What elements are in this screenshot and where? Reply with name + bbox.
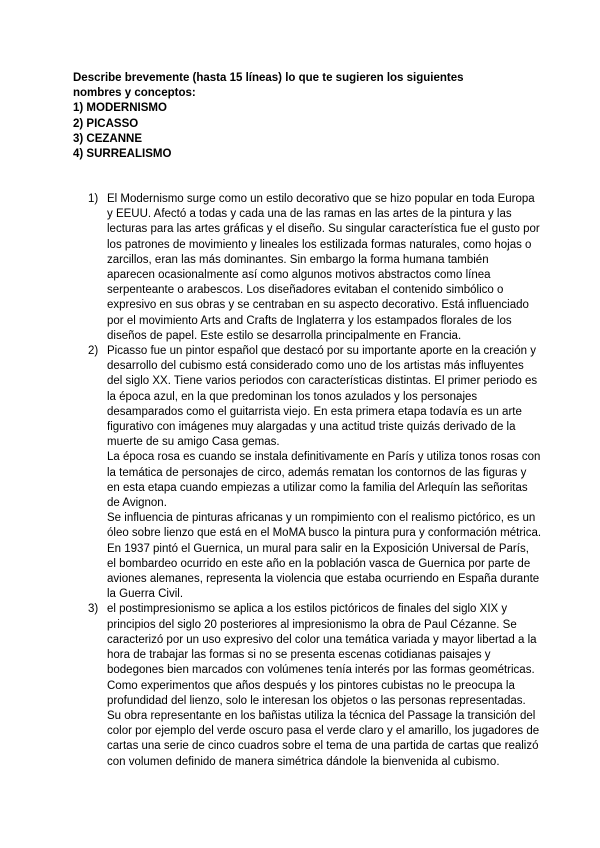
answer-line: el bombardeo ocurrido en este año en la población vasca de Guernica por parte de: [107, 557, 531, 570]
answer-line: caracterizó por un uso expresivo del color una temática variada y mayor libertad a la: [107, 633, 537, 646]
answer-line: color por ejemplo del verde oscuro pasa el verde claro y el amarillo, los jugadores de: [107, 725, 540, 738]
answer-line: Como experimentos que años después y los pintores cubistas no le preocupa la: [107, 679, 515, 692]
answer-line: la época azul, en la que predominan los tonos azulados y los personajes: [107, 390, 478, 403]
answer-line: zarcillos, eran las más dominantes. Sin embargo la forma humana también: [107, 253, 489, 266]
answer-line: diseños de papel. Este estilo se desarrolla principalmente en Francia.: [107, 329, 462, 342]
answer-number: 3): [88, 603, 99, 616]
answer-line: principios del siglo 20 posteriores al impresionismo la obra de Paul Cézanne. Se: [107, 618, 517, 631]
answer-line: óleo sobre lienzo que está en el MoMA busco la pintura pura y conformación métrica.: [107, 527, 542, 540]
answer-line: desarrollo del cubismo está considerado como uno de los artistas más influyentes: [107, 360, 524, 373]
answer-line: la temática de personajes de circo, además rematan los contornos de las figuras y: [107, 466, 527, 479]
prompt-line: 3) CEZANNE: [73, 132, 143, 145]
answer-line: profundidad del lienzo, solo le interesan los objetos o las personas representadas.: [107, 694, 526, 707]
answer-modernismo: [88, 192, 544, 344]
prompt-line: Describe brevemente (hasta 15 líneas) lo que te sugieren los siguientes: [73, 72, 464, 84]
prompt-line: nombres y conceptos:: [73, 87, 196, 100]
answer-line: en esta etapa cuando empiezas a utilizar como la familia del Arlequín las señoritas: [107, 481, 528, 494]
answer-line: expresivo en sus obras y se centraban en su aspecto decorativo. Está influenciado: [107, 299, 529, 312]
answer-line: El Modernismo surge como un estilo decorativo que se hizo popular en toda Europa: [107, 193, 535, 205]
answer-line: y EEUU. Afectó a todas y cada una de las ramas en las artes de la pintura y las: [107, 208, 512, 221]
answer-line: aparecen ocasionalmente así como algunos motivos abstractos como línea: [107, 269, 491, 282]
answer-line: aviones alemanes, representa la violencia que estaba ocurriendo en España durante: [107, 573, 540, 586]
answer-line: lecturas para las artes gráficas y el diseño. Su singular característica fue el gusto por: [107, 223, 540, 236]
answer-line: con volumen definido de manera simétrica dándole la bienvenida al cubismo.: [107, 755, 500, 768]
prompt-line: 4) SURREALISMO: [73, 148, 172, 161]
answer-line: los patrones de movimiento y lineales los estilizada formas naturales, como hojas o: [107, 238, 532, 251]
answer-line: Se influencia de pinturas africanas y un rompimiento con el realismo pictórico, es un: [107, 512, 536, 525]
answer-line: muerte de su amigo Casa gemas.: [107, 436, 280, 449]
answer-picasso: [88, 344, 544, 602]
answer-number: 2): [88, 345, 99, 358]
answer-line: figurativo con imágenes muy alargadas y una actitud triste quizás derivado de la: [107, 421, 516, 434]
question-prompt: [73, 71, 493, 162]
answer-line: del siglo XX. Tiene varios periodos con características distintas. El primer periodo es: [107, 375, 538, 388]
answer-line: Su obra representante en los bañistas utiliza la técnica del Passage la transición del: [107, 709, 536, 722]
answer-line: Picasso fue un pintor español que destacó por su importante aporte en la creación y: [107, 345, 536, 358]
answer-line: el postimpresionismo se aplica a los estilos pictóricos de finales del siglo XIX y: [107, 603, 508, 616]
answer-line: bodegones bien marcados con volúmenes tenía interés por las formas geométricas.: [107, 664, 535, 677]
answer-line: por el movimiento Arts and Crafts de Inglaterra y los estampados florales de los: [107, 314, 512, 327]
answer-line: La época rosa es cuando se instala definitivamente en París y utiliza tonos rosas con: [107, 451, 541, 464]
answer-line: serpenteante o arabescos. Los diseñadores evitaban el contenido simbólico o: [107, 284, 504, 297]
prompt-line: 2) PICASSO: [73, 117, 139, 130]
answer-line: de Avignon.: [107, 497, 167, 510]
answer-line: En 1937 pintó el Guernica, un mural para salir en la Exposición Universal de París,: [107, 542, 529, 555]
answer-line: cartas una serie de cinco cuadros sobre el tema de una partida de cartas que realizó: [107, 740, 539, 753]
answer-number: 1): [88, 193, 99, 205]
prompt-line: 1) MODERNISMO: [73, 102, 167, 115]
answers-list: [88, 192, 544, 770]
answer-cezanne: [88, 602, 544, 769]
answer-line: la Guerra Civil.: [107, 588, 184, 601]
answer-line: desamparados como el guitarrista viejo. En esta primera etapa todavía es un arte: [107, 405, 522, 418]
answer-line: hora de trabajar las formas si no se presenta escenas cotidianas paisajes y: [107, 649, 491, 662]
